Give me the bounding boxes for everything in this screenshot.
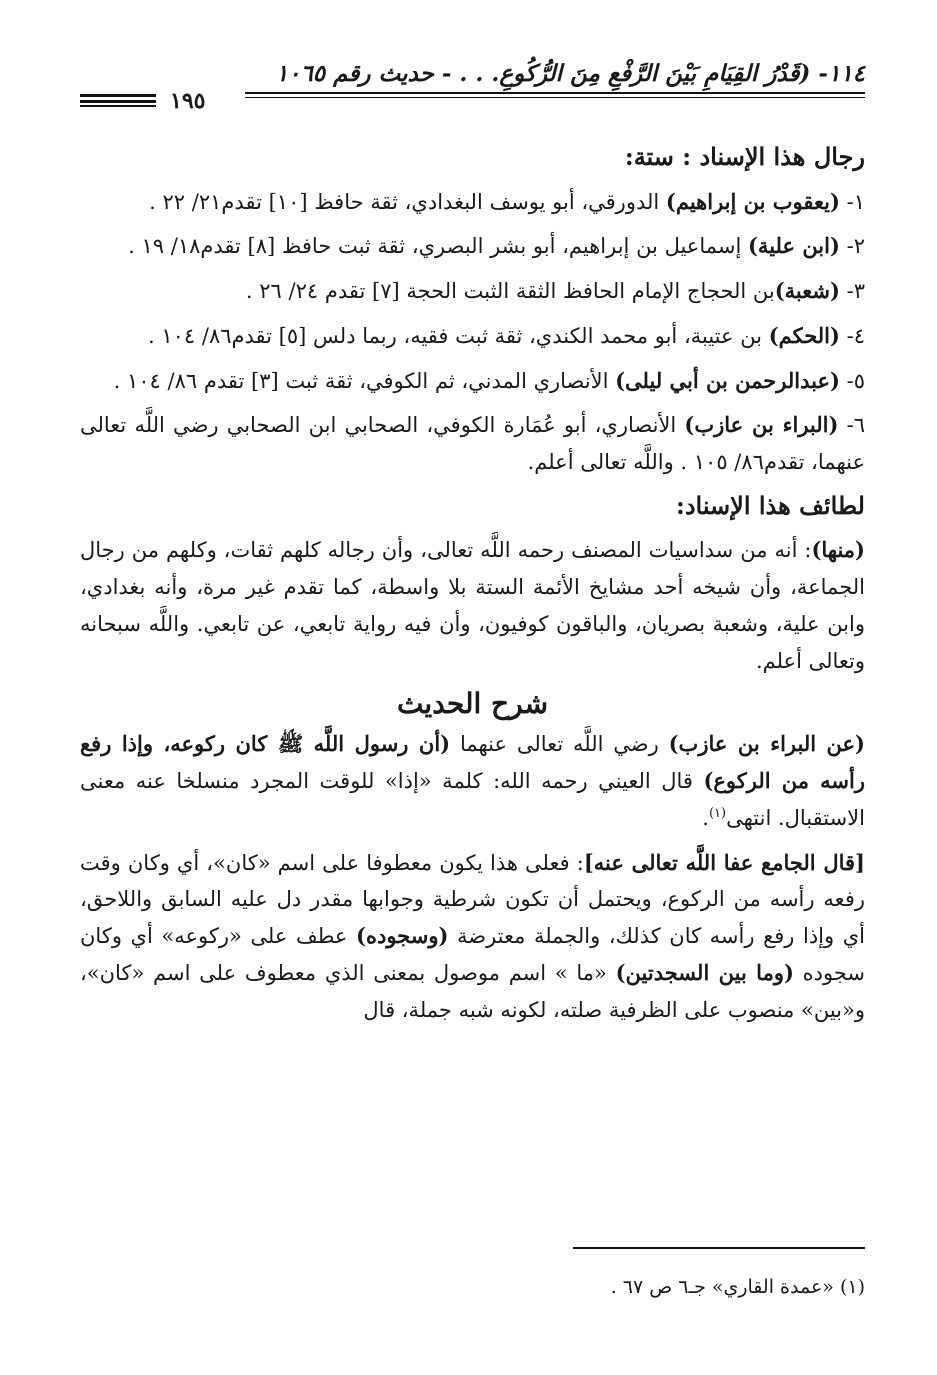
lead-word: (منها) (811, 537, 865, 563)
narrator-item (80, 318, 865, 355)
narrator-name: (عبدالرحمن بن أبي ليلى) (615, 367, 840, 393)
item-number: ٦- (838, 413, 866, 438)
item-number: ٢- (839, 234, 865, 259)
ornament-rule (80, 94, 156, 97)
narrator-name: (البراء بن عازب) (684, 412, 839, 438)
header-rule-thin (245, 97, 865, 98)
header-rule (245, 92, 865, 94)
footnote: (١) «عمدة القاري» جـ٦ ص ٦٧ . (610, 1276, 865, 1298)
sharh-paragraph-2 (80, 845, 865, 1029)
paragraph-text: «ما » اسم موصول بمعنى الذي معطوف على اسم «كان»، و«بين» منصوب على الظرفية صلته، لكونه شبه جملة، قال (80, 960, 865, 1022)
paragraph-text: . (702, 805, 709, 830)
item-number: ٥- (839, 368, 865, 393)
bold-text: (وما بين السجدتين) (615, 959, 794, 985)
narrator-text: الدورقي، أبو يوسف البغدادي، ثقة حافظ [١٠] تقدم٢١/ ٢٢ . (149, 189, 666, 214)
bold-text: (عن البراء بن عازب) (668, 731, 865, 757)
narrator-text: بن عتيبة، أبو محمد الكندي، ثقة ثبت فقيه، ربما دلس [٥] تقدم٨٦/ ١٠٤ . (147, 323, 769, 348)
running-title: ١١٤- (قَدْرُ القِيَامِ بَيْنَ الرَّفْعِ مِنَ الرُّكُوعِ. . . - حديث رقم ١٠٦٥ (275, 60, 865, 87)
subtleties-heading: لطائف هذا الإسناد: (675, 490, 865, 520)
bold-text: (أن رسول اللَّه ﷺ كان ركوعه، وإذا رفع رأسه من الركوع) (80, 731, 865, 794)
footnote-marker[interactable]: (١) (708, 805, 727, 821)
bold-text: (وسجوده) (356, 923, 449, 949)
narrator-item (80, 184, 865, 221)
narrator-text: بن الحجاج الإمام الحافظ الثقة الثبت الحجة [٧] تقدم ٢٤/ ٢٦ . (245, 279, 775, 304)
paragraph-text: : أنه من سداسيات المصنف رحمه اللَّه تعالى، وأن رجاله كلهم ثقات، وكلهم من رجال الجماعة، وأن شيخه أحد مشايخ الأئمة الستة بلا واسطة، كما تقدم غير مرة، وأنه بغدادي، وابن علية، وشعبة بصريان، والباقون كوفيون، وأن فيه رواية تابعي، عن تابعي. واللَّه سبحانه وتعالى أعلم. (80, 538, 865, 673)
paragraph-text: عطف على «ركوعه» أي وكان سجوده (80, 924, 865, 985)
paragraph-text: قال العيني رحمه الله: كلمة «إذا» للوقت المجرد منسلخا عنه معنى الاستقبال. انتهى (80, 769, 865, 830)
item-number: ١- (839, 189, 865, 214)
bold-text: [قال الجامع عفا اللَّه تعالى عنه] (583, 849, 865, 875)
page-number: ١٩٥ (162, 88, 213, 114)
narrator-name: (ابن علية) (748, 233, 840, 259)
narrator-item (80, 228, 865, 265)
narrator-name: (شعبة) (774, 278, 840, 304)
subtleties-paragraph (80, 532, 865, 679)
item-number: ٤- (839, 323, 865, 348)
sharh-heading: شرح الحديث (396, 687, 549, 721)
page-header (80, 48, 865, 114)
narrator-item (80, 273, 865, 310)
narrator-text: الأنصاري المدني، ثم الكوفي، ثقة ثبت [٣] تقدم ٨٦/ ١٠٤ . (113, 368, 616, 393)
narrator-name: (يعقوب بن إبراهيم) (665, 188, 840, 214)
narrator-item (80, 363, 865, 400)
ornament-rule (80, 105, 156, 107)
footnote-separator (573, 1247, 865, 1249)
paragraph-text: رضي اللَّه تعالى عنهما (450, 732, 669, 757)
narrator-text: إسماعيل بن إبراهيم، أبو بشر البصري، ثقة ثبت حافظ [٨] تقدم١٨/ ١٩ . (128, 234, 748, 259)
ornament-rule (80, 100, 156, 103)
item-number: ٣- (839, 279, 865, 304)
document-page (80, 48, 865, 1348)
narrator-text: الأنصاري، أبو عُمَارة الكوفي، الصحابي ابن الصحابي رضي اللَّه تعالى عنهما، تقدم٨٦/ ١٠٥ . واللَّه تعالى أعلم. (80, 413, 865, 475)
narrator-name: (الحكم) (768, 322, 840, 348)
narrator-item (80, 407, 865, 481)
narrators-heading: رجال هذا الإسناد : ستة: (624, 142, 865, 171)
sharh-paragraph-1 (80, 726, 865, 836)
paragraph-text: : فعلى هذا يكون معطوفا على اسم «كان»، أي وكان وقت رفعه رأسه من الركوع، ويحتمل أن تكون شرطية وجوابها مقدر دل عليه السابق واللاحق، أي وإذا رفع رأسه كان كذلك، والجملة معترضة (80, 850, 865, 949)
